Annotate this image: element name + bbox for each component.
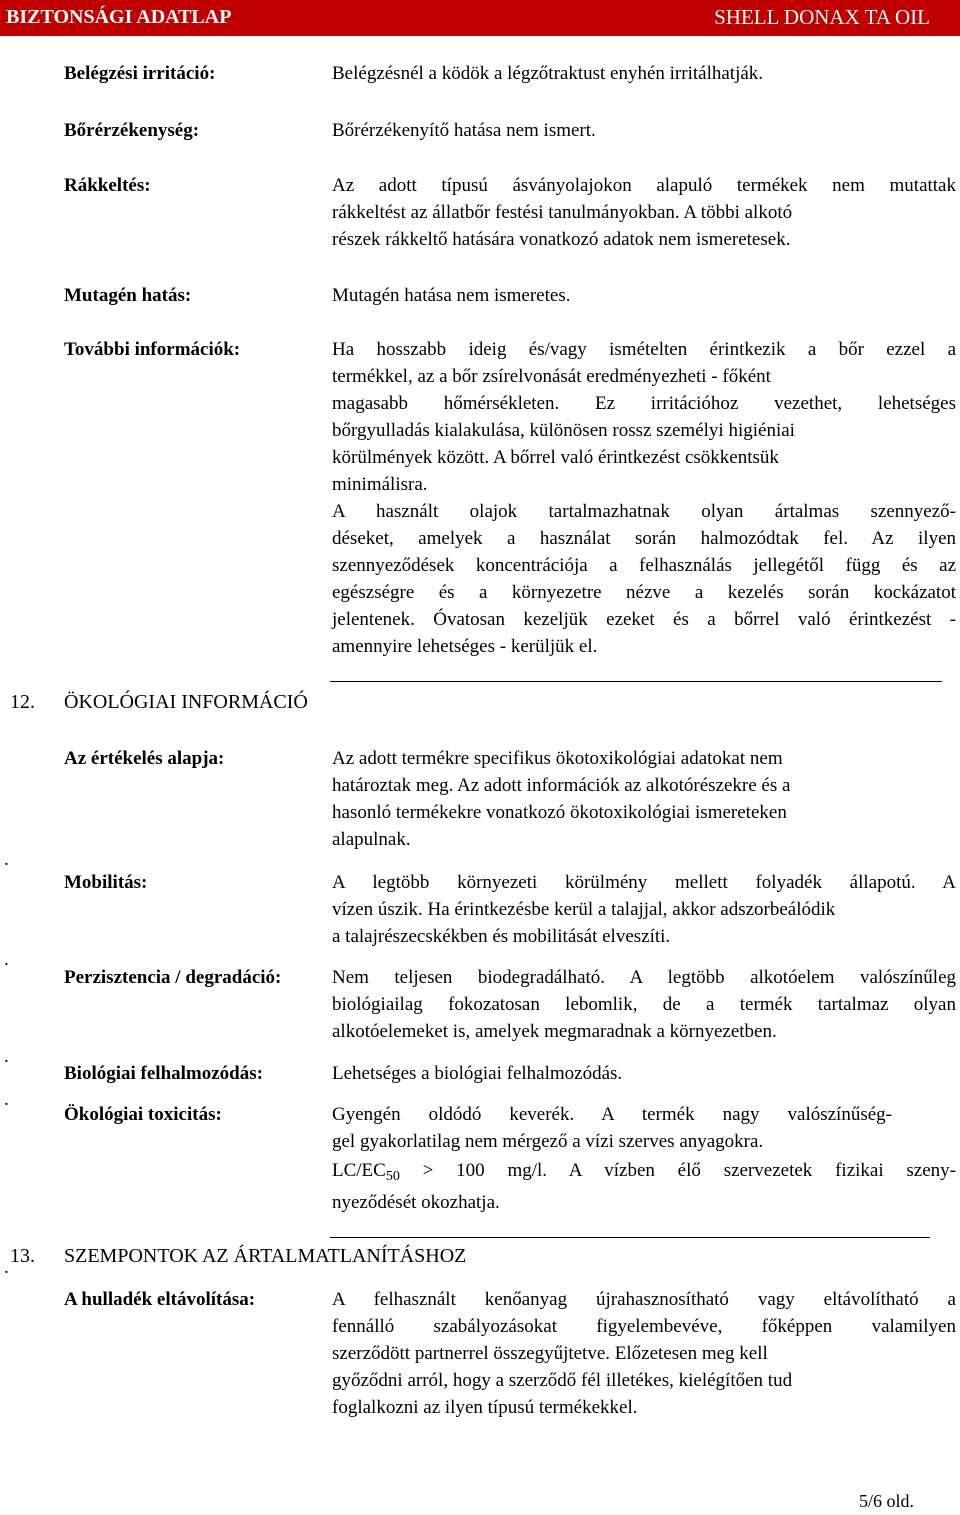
margin-dot: . <box>4 849 9 870</box>
row-text: Nem teljesen biodegradálható. A legtöbb alkotóelem valószínűleg biológiailag fokozatosan lebomlik, de a termék tartalmaz olyan alkotóelemeket is, amelyek megmaradnak a környezetben. <box>332 967 956 1042</box>
section-12-title: ÖKOLÓGIAI INFORMÁCIÓ <box>64 691 308 713</box>
row-label: Az értékelés alapja: <box>64 748 225 769</box>
row-text: Lehetséges a biológiai felhalmozódás. <box>332 1063 623 1084</box>
row-label: Perzisztencia / degradáció: <box>64 967 282 988</box>
margin-dot: . <box>4 1089 9 1110</box>
page-number: 5/6 old. <box>858 1491 914 1511</box>
section-divider <box>330 681 942 682</box>
section-13-title: SZEMPONTOK AZ ÁRTALMATLANÍTÁSHOZ <box>64 1245 467 1267</box>
row-label: Ökológiai toxicitás: <box>64 1104 222 1125</box>
margin-dot: . <box>4 1046 9 1067</box>
row-label: Rákkeltés: <box>64 175 151 196</box>
section-12-number: 12. <box>10 691 35 713</box>
row-text: Bőrérzékenyítő hatása nem ismert. <box>332 120 596 141</box>
row-label: Mobilitás: <box>64 872 148 893</box>
row-label: A hulladék eltávolítása: <box>64 1289 256 1310</box>
row-text: Gyengén oldódó keverék. A termék nagy valószínűség- gel gyakorlatilag nem mérgező a vízi szerves anyagokra. $LC/EC_{50} > 100$ mg/l. A vízben élő szervezetek fizikai szeny- nyeződését okozhatja. <box>332 1104 956 1213</box>
row-text: Az adott termékre specifikus ökotoxikológiai adatokat nem határoztak meg. Az adott információk az alkotórészekre és a hasonló termékekre vonatkozó ökotoxikológiai ismereteken alapulnak. <box>332 748 791 850</box>
row-text: Az adott típusú ásványolajokon alapuló termékek nem mutattak rákkeltést az állatbőr festési tanulmányokban. A többi alkotó részek rákkeltő hatására vonatkozó adatok nem ismeretesek. <box>332 175 956 250</box>
row-text: A felhasznált kenőanyag újrahasznosítható vagy eltávolítható a fennálló szabályozásokat figyelembevéve, főképpen valamilyen szerződött partnerrel összegyűjtetve. Előzetesen meg kell győződni arról, hogy a szerződő fél illetékes, kielégítően tud foglalkozni az ilyen típusú termékekkel. <box>332 1289 956 1418</box>
row-label: További információk: <box>64 339 241 360</box>
margin-dot: . <box>4 1257 9 1278</box>
margin-dot: . <box>4 949 9 970</box>
row-text: Mutagén hatása nem ismeretes. <box>332 285 571 306</box>
row-text: Ha hosszabb ideig és/vagy ismételten érintkezik a bőr ezzel a termékkel, az a bőr zsírelvonását eredményezheti - főként magasabb hőmérsékleten. Ez irritációhoz vezethet, lehetséges bőrgyulladás kialakulása, különösen rossz személyi higiéniai körülmények között. A bőrrel való érintkezést csökkentsük minimálisra. A használt olajok tartalmazhatnak olyan ártalmas szennyező- déseket, amelyek a használat során halmozódtak fel. Az ilyen szennyeződések koncentrációja a felhasználás jellegétől függ és az egészségre és a környezetre nézve a kezelés során kockázatot jelentenek. Óvatosan kezeljük ezeket és a bőrrel való érintkezést - amennyire lehetséges - kerüljük el. <box>332 339 956 657</box>
row-text: Belégzésnél a ködök a légzőtraktust enyhén irritálhatják. <box>332 63 764 84</box>
section-divider <box>330 1237 930 1238</box>
product-name: SHELL DONAX TA OIL <box>714 5 930 29</box>
row-label: Biológiai felhalmozódás: <box>64 1063 263 1084</box>
row-label: Mutagén hatás: <box>64 285 192 306</box>
document-header <box>0 0 960 36</box>
section-13-number: 13. <box>10 1245 35 1267</box>
row-label: Bőrérzékenység: <box>64 120 200 141</box>
row-text: A legtöbb környezeti körülmény mellett folyadék állapotú. A vízen úszik. Ha érintkezésbe kerül a talajjal, akkor adszorbeálódik a talajrészecskékben és mobilitását elveszíti. <box>332 872 956 947</box>
lc-ec50-line: $LC/EC_{50} > 100$ mg/l. A vízben élő szervezetek fizikai szeny- <box>332 1160 956 1184</box>
document-type: BIZTONSÁGI ADATLAP <box>6 6 232 28</box>
row-label: Belégzési irritáció: <box>64 63 216 84</box>
